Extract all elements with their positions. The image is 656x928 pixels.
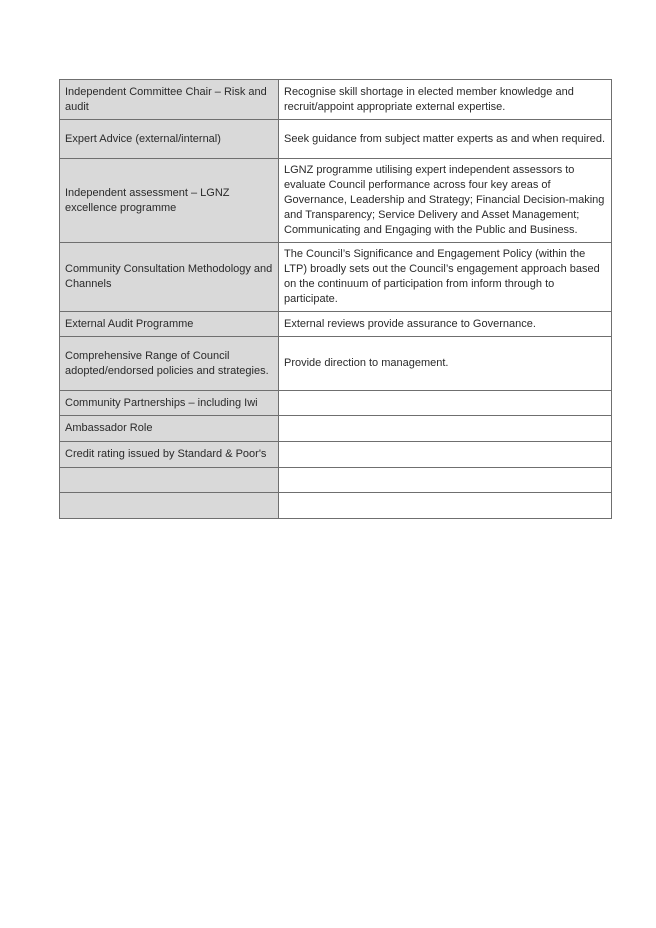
table-cell-control: Community Partnerships – including Iwi xyxy=(60,391,279,416)
table-cell-description: External reviews provide assurance to Governance. xyxy=(279,312,612,337)
table-row xyxy=(60,337,612,391)
table-row xyxy=(60,442,612,468)
table-cell-control xyxy=(60,493,279,519)
table-cell-control: Ambassador Role xyxy=(60,416,279,442)
table-cell-control: Independent Committee Chair – Risk and audit xyxy=(60,80,279,120)
table-row xyxy=(60,391,612,416)
table-cell-control: Credit rating issued by Standard & Poor's xyxy=(60,442,279,468)
table-row xyxy=(60,120,612,159)
table-cell-description: Provide direction to management. xyxy=(279,337,612,391)
table-cell-control: Expert Advice (external/internal) xyxy=(60,120,279,159)
table-row xyxy=(60,468,612,493)
table-row xyxy=(60,243,612,312)
table-cell-description: LGNZ programme utilising expert independent assessors to evaluate Council performance across four key areas of Governance, Leadership and Strategy; Financial Decision-making and Transparency; Service Delivery and Asset Management; Communicating and Engaging with the Public and Business. xyxy=(279,159,612,243)
table-cell-description: The Council’s Significance and Engagement Policy (within the LTP) broadly sets out the Council’s engagement approach based on the continuum of participation from inform through to participate. xyxy=(279,243,612,312)
table-cell-control: External Audit Programme xyxy=(60,312,279,337)
table-cell-control: Independent assessment – LGNZ excellence programme xyxy=(60,159,279,243)
table-cell-description xyxy=(279,442,612,468)
table-row xyxy=(60,416,612,442)
table-cell-description: Recognise skill shortage in elected member knowledge and recruit/appoint appropriate external expertise. xyxy=(279,80,612,120)
governance-controls-table xyxy=(59,79,612,519)
table-cell-description xyxy=(279,493,612,519)
table-row xyxy=(60,159,612,243)
table-cell-description: Seek guidance from subject matter experts as and when required. xyxy=(279,120,612,159)
table-row xyxy=(60,80,612,120)
table-row xyxy=(60,312,612,337)
table-cell-control: Community Consultation Methodology and Channels xyxy=(60,243,279,312)
table-cell-description xyxy=(279,416,612,442)
table-row xyxy=(60,493,612,519)
table-cell-control xyxy=(60,468,279,493)
table-cell-description xyxy=(279,468,612,493)
table-cell-control: Comprehensive Range of Council adopted/endorsed policies and strategies. xyxy=(60,337,279,391)
table-cell-description xyxy=(279,391,612,416)
